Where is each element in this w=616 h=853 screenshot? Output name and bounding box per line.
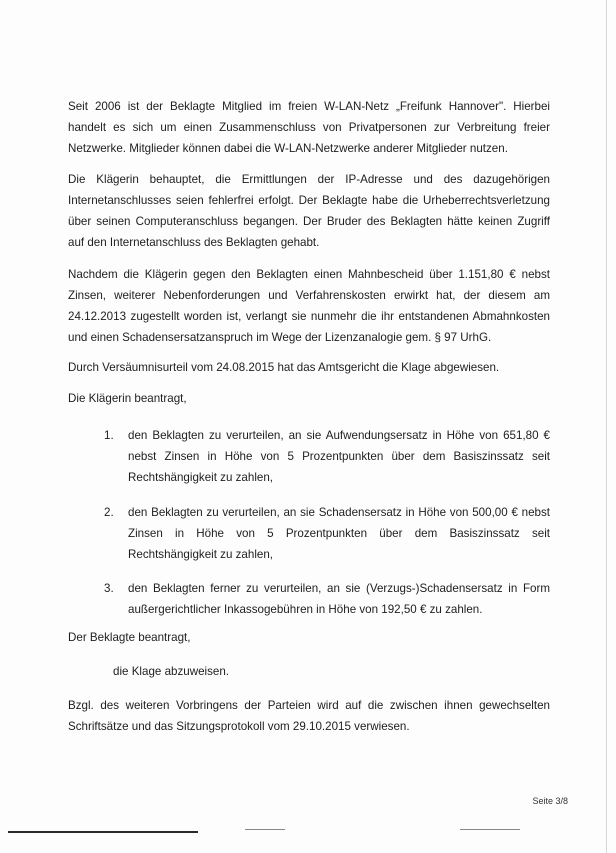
paragraph-klage-abweisen: die Klage abzuweisen.: [113, 665, 230, 678]
scan-edge-line: [460, 829, 520, 830]
request-item-2: [104, 502, 550, 565]
paragraph-freifunk: Seit 2006 ist der Beklagte Mitglied im freien W-LAN-Netz „Freifunk Hannover". Hierbei handelt es sich um einen Zusammenschluss von Privatpersonen zur Verbreitung freier Netzwerke. Mitglieder können dabei die W-LAN-Netzwerke anderer Mitglieder nutzen.: [68, 100, 550, 155]
scan-edge-line: [245, 829, 285, 830]
paragraph-weiteres-vorbringen: Bzgl. des weiteren Vorbringens der Parteien wird auf die zwischen ihnen gewechselten Schriftsätze und das Sitzungsprotokoll vom 29.10.2015 verwiesen.: [68, 699, 550, 733]
request-number: 1.: [104, 429, 114, 442]
request-number: 3.: [104, 582, 114, 595]
paragraph-klaegerin-beantragt: Die Klägerin beantragt,: [68, 392, 187, 405]
paragraph-versaeumnisurteil: Durch Versäumnisurteil vom 24.08.2015 hat das Amtsgericht die Klage abgewiesen.: [68, 361, 500, 374]
request-text: den Beklagten ferner zu verurteilen, an sie (Verzugs-)Schadensersatz in Form außergerichtlicher Inkassogebühren in Höhe von 192,50 € zu zahlen.: [128, 582, 550, 616]
page-number: Seite 3/8: [532, 796, 568, 806]
request-item-3: [104, 578, 550, 620]
request-text: den Beklagten zu verurteilen, an sie Schadensersatz in Höhe von 500,00 € nebst Zinsen in Höhe von 5 Prozentpunkten über dem Basiszinssatz seit Rechtshängigkeit zu zahlen,: [128, 506, 550, 561]
paragraph-beklagte-beantragt: Der Beklagte beantragt,: [68, 631, 191, 644]
page-edge: [606, 0, 607, 853]
scan-edge-line: [8, 831, 198, 833]
paragraph-mahnbescheid: Nachdem die Klägerin gegen den Beklagten einen Mahnbescheid über 1.151,80 € nebst Zinsen, weiterer Nebenforderungen und Verfahrenskosten erwirkt hat, der diesem am 24.12.2013 zugestellt worden ist, verlangt sie nunmehr die ihr entstandenen Abmahnkosten und einen Schadensersatzanspruch im Wege der Lizenzanalogie gem. § 97 UrhG.: [68, 268, 550, 344]
request-number: 2.: [104, 506, 114, 519]
request-text: den Beklagten zu verurteilen, an sie Aufwendungsersatz in Höhe von 651,80 € nebst Zinsen in Höhe von 5 Prozentpunkten über dem Basiszinssatz seit Rechtshängigkeit zu zahlen,: [128, 429, 550, 484]
request-item-1: [104, 425, 550, 488]
paragraph-klaegerin-behauptet: Die Klägerin behauptet, die Ermittlungen der IP-Adresse und des dazugehörigen Internetanschlusses seien fehlerfrei erfolgt. Der Beklagte habe die Urheberrechtsverletzung über seinen Computeranschluss begangen. Der Bruder des Beklagten hätte keinen Zugriff auf den Internetanschluss des Beklagten gehabt.: [68, 173, 550, 249]
